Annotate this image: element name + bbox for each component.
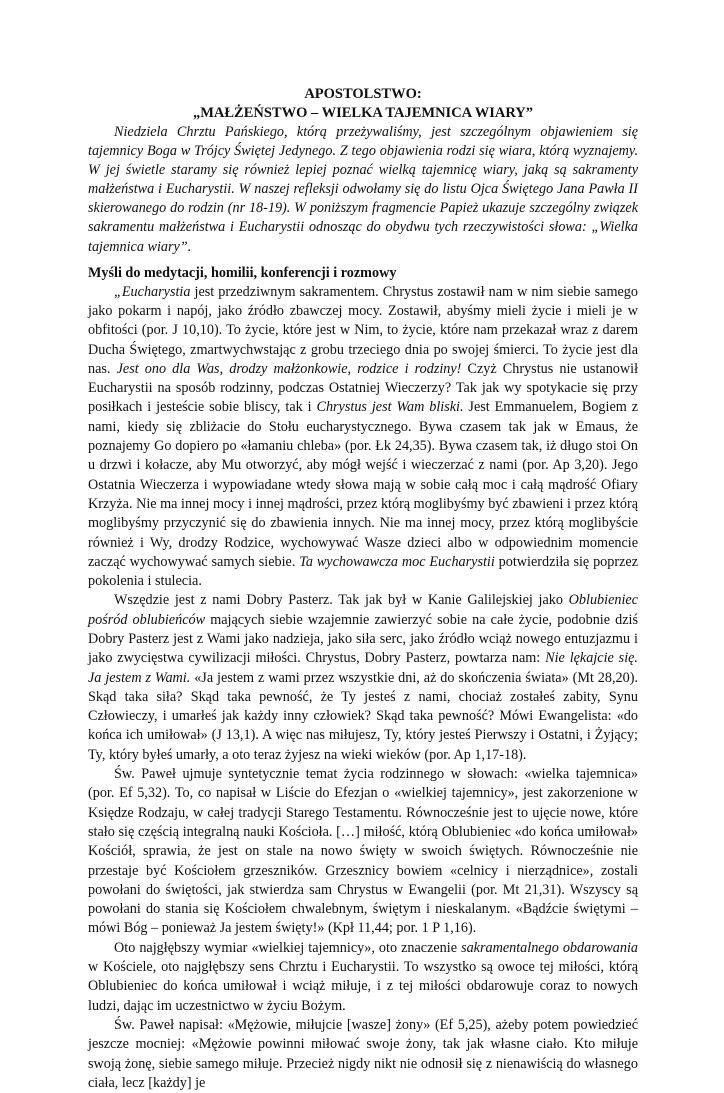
- paragraph-mezowie: Św. Paweł napisał: «Mężowie, miłujcie [wasze] żony» (Ef 5,25), ażeby potem powiedzieć jeszcze mocniej: «Mężowie powinni miłować swoje żony, tak jak własne ciało. Kto miłuje swoją żonę, siebie samego miłuje. Przecież nigdy nikt nie odnosił się z nienawiścią do własnego ciała, lecz [każdy] je: [88, 1016, 638, 1091]
- intro-paragraph: Niedziela Chrztu Pańskiego, którą przeżywaliśmy, jest szczególnym objawieniem się tajemnicy Boga w Trójcy Świętej Jedynego. Z tego objawienia rodzi się wiara, którą wyznajemy. W jej świetle staramy się również lepiej poznać wielką tajemnicę wiary, jaką są sakramenty małżeństwa i Eucharystii. W naszej refleksji odwołamy się do listu Ojca Świętego Jana Pawła II skierowanego do rodzin (nr 18-19). W poniższym fragmencie Papież ukazuje szczególny związek sakramentu małżeństwa i Eucharystii odnosząc do obydwu tych rzeczywistości słowa: „Wielka tajemnica wiary”.: [88, 124, 638, 255]
- title-line-2: „MAŁŻEŃSTWO – WIELKA TAJEMNICA WIARY”: [192, 105, 534, 121]
- paragraph-eucharystia: „Eucharystia jest przedziwnym sakramentem. Chrystus zostawił nam w nim siebie samego jako pokarm i napój, jako źródło zbawczej mocy. Zostawił, abyśmy mieli życie i mieli je w obfitości (por. J 10,10). To życie, które jest w Nim, to życie, które nam przekazał wraz z darem Ducha Świętego, zmartwychwstając z grobu trzeciego dnia po swojej śmierci. To życie jest dla nas. Jest ono dla Was, drodzy małżonkowie, rodzice i rodziny! Czyż Chrystus nie ustanowił Eucharystii na sposób rodzinny, podczas Ostatniej Wieczerzy? Tak jak wy spotykacie się przy posiłkach i jesteście sobie bliscy, tak i Chrystus jest Wam bliski. Jest Emmanuelem, Bogiem z nami, kiedy się zbliżacie do Stołu eucharystycznego. Bywa czasem tak jak w Emaus, że poznajemy Go dopiero po «łamaniu chleba» (por. Łk 24,35). Bywa czasem tak, iż długo stoi On u drzwi i kołacze, aby Mu otworzyć, aby mógł wejść i wieczerzać z nami (por. Ap 3,20). Jego Ostatnia Wieczerza i wypowiadane wtedy słowa mają w sobie całą moc i całą mądrość Ofiary Krzyża. Nie ma innej mocy i innej mądrości, przez którą moglibyśmy być zbawieni i przez którą moglibyśmy przyczynić się do zbawienia innych. Nie ma innej mocy, przez którą moglibyście również i Wy, drodzy Rodzice, wychowywać Wasze dzieci albo w odpowiednim momencie zacząć wychowywać samych siebie. Ta wychowawcza moc Eucharystii potwierdziła się poprzez pokolenia i stulecia.: [88, 283, 639, 590]
- paragraph-dobry-pasterz: Wszędzie jest z nami Dobry Pasterz. Tak jak był w Kanie Galilejskiej jako Oblubieniec pośród oblubieńców mających siebie wzajemnie zawierzyć sobie na całe życie, podobnie dziś Dobry Pasterz jest z Wami jako nadzieja, jako siła serc, jako źródło wciąż nowego entuzjazmu i jako zwycięstwa cywilizacji miłości. Chrystus, Dobry Pasterz, powtarza nam: Nie lękajcie się. Ja jestem z Wami. «Ja jestem z wami przez wszystkie dni, aż do skończenia świata» (Mt 28,20). Skąd taka siła? Skąd taka pewność, że Ty jesteś z nami, chociaż zostałeś zabity, Synu Człowieczy, i umarłeś jak każdy inny człowiek? Skąd taka pewność? Mówi Ewangelista: «do końca ich umiłował» (J 13,1). A więc nas miłujesz, Ty, który jesteś Pierwszy i Ostatni, i Żyjący; Ty, który byłeś umarły, a oto teraz żyjesz na wieki wieków (por. Ap 1,17-18).: [88, 592, 639, 763]
- section-heading: Myśli do medytacji, homilii, konferencji i rozmowy: [88, 264, 397, 281]
- paragraph-najglebszy-wymiar: Oto najgłębszy wymiar «wielkiej tajemnicy», oto znaczenie sakramentalnego obdarowania w Kościele, oto najgłębszy sens Chrztu i Eucharystii. To wszystko są owoce tej miłości, którą Oblubieniec do końca umiłował i wciąż miłuje, i z tej miłości obdarowuje coraz to nowych ludzi, dając im uczestnictwo w życiu Bożym.: [88, 939, 638, 1014]
- paragraph-wielka-tajemnica: Św. Paweł ujmuje syntetycznie temat życia rodzinnego w słowach: «wielka tajemnica» (por. Ef 5,32). To, co napisał w Liście do Efezjan o «wielkiej tajemnicy», jest zakorzenione w Księdze Rodzaju, w całej tradycji Starego Testamentu. Równocześnie jest to ujęcie nowe, które stało się częścią integralną nauki Kościoła. […] miłość, którą Oblubieniec «do końca umiłował» Kościół, sprawia, że jest on stale na nowo święty w swoich świętych. Równocześnie nie przestaje być Kościołem grzeszników. Grzesznicy bowiem «celnicy i nierządnice», zostali powołani do świętości, jak stwierdza sam Chrystus w Ewangelii (por. Mt 21,31). Wszyscy są powołani do stania się Kościołem chwalebnym, świętym i nieskalanym. «Bądźcie świętymi – mówi Bóg – ponieważ Ja jestem święty!» (Kpł 11,44; por. 1 P 1,16).: [88, 766, 638, 937]
- title-line-1: APOSTOLSTWO:: [304, 86, 422, 102]
